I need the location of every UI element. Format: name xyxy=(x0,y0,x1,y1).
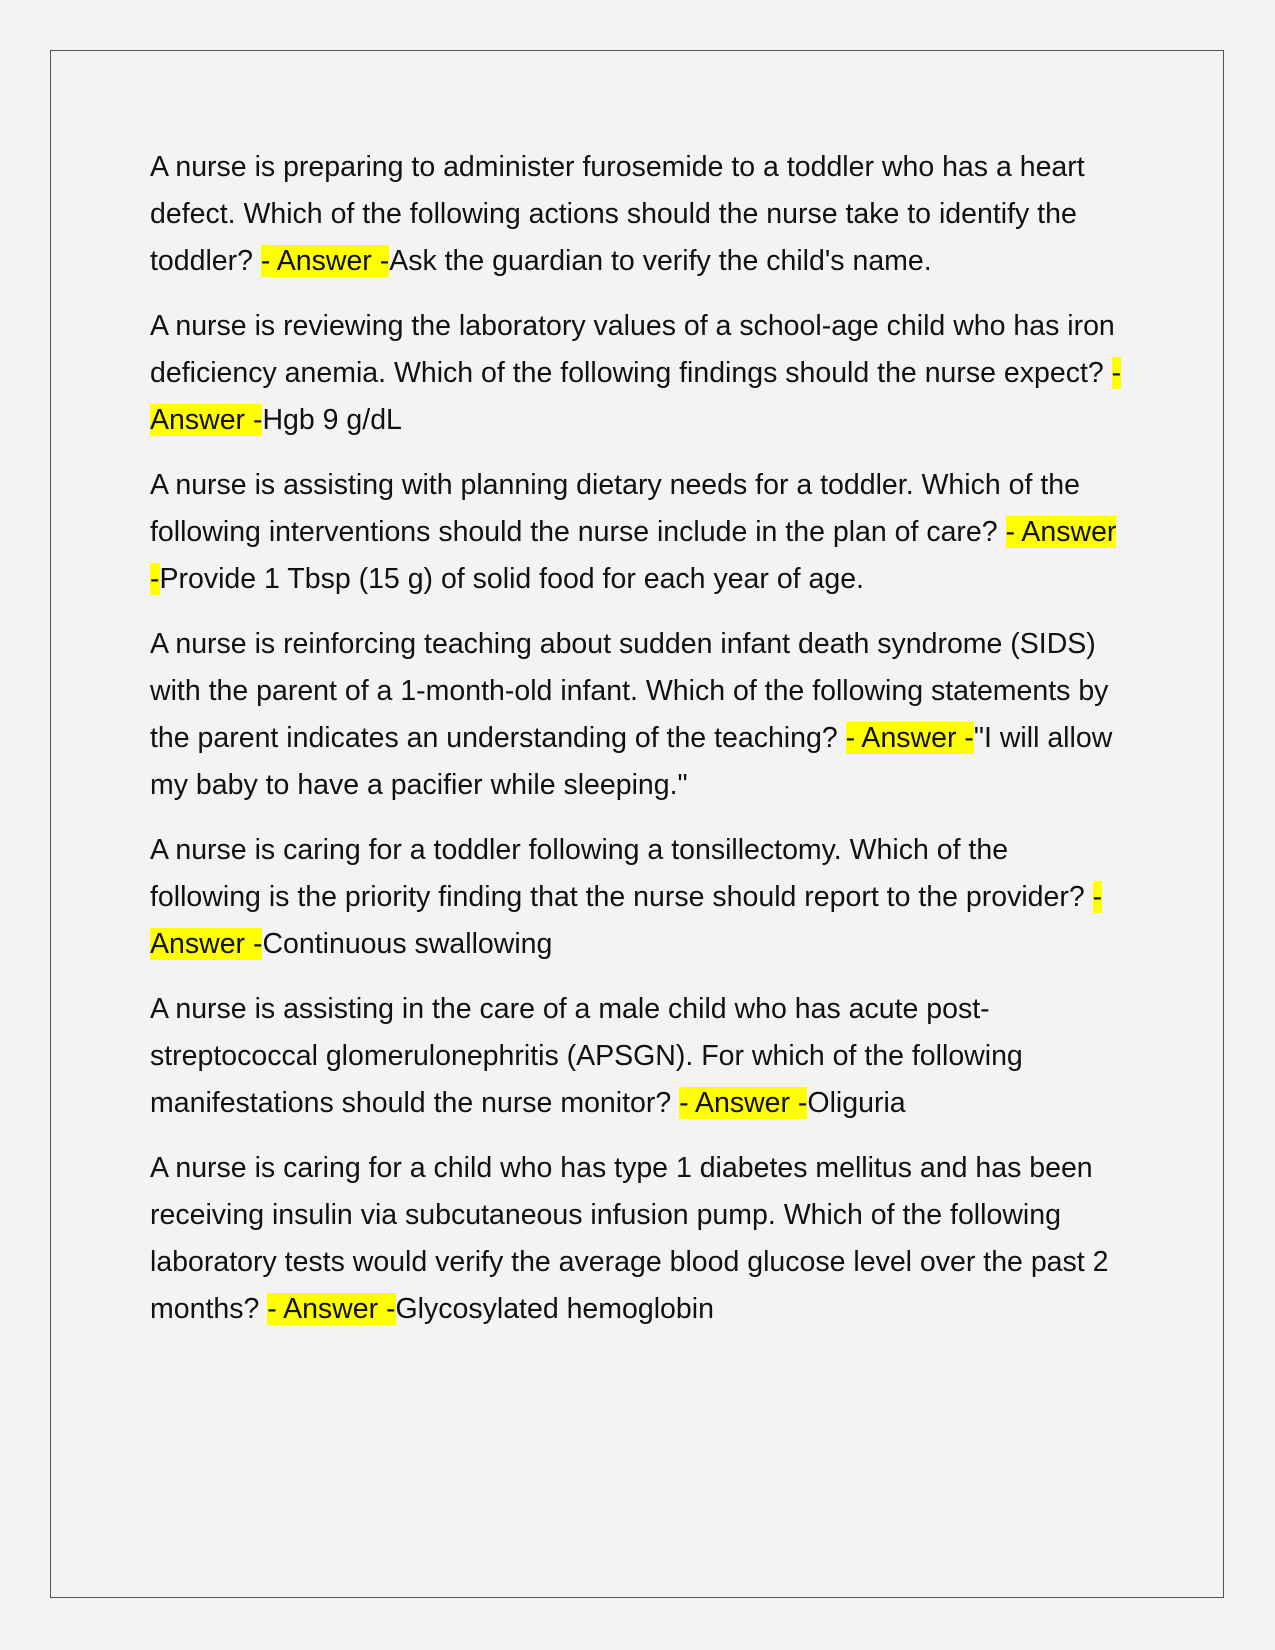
question-text: A nurse is assisting with planning dietary needs for a toddler. Which of the following interventions should the nurse include in the plan of care? xyxy=(150,469,1080,548)
qa-item-3 xyxy=(150,462,1125,603)
answer-highlight: - Answer - xyxy=(150,516,1117,595)
answer-highlight: - Answer - xyxy=(260,245,390,277)
answer-text: Oliguria xyxy=(807,1087,906,1119)
qa-item-6 xyxy=(150,986,1125,1127)
question-text: A nurse is reinforcing teaching about sudden infant death syndrome (SIDS) with the parent of a 1-month-old infant. Which of the following statements by the parent indicates an understanding of the teaching? xyxy=(150,628,1109,754)
question-text: A nurse is reviewing the laboratory values of a school-age child who has iron deficiency anemia. Which of the following findings should the nurse expect? xyxy=(150,310,1115,389)
document-body xyxy=(150,144,1125,1351)
answer-highlight: - Answer - xyxy=(150,357,1122,436)
qa-item-7 xyxy=(150,1145,1125,1333)
answer-text: Ask the guardian to verify the child's name. xyxy=(389,245,932,277)
qa-item-1 xyxy=(150,144,1125,285)
question-text: A nurse is preparing to administer furosemide to a toddler who has a heart defect. Which of the following actions should the nurse take to identify the toddler? xyxy=(150,151,1085,277)
qa-item-5 xyxy=(150,827,1125,968)
answer-text: Glycosylated hemoglobin xyxy=(395,1293,714,1325)
question-text: A nurse is assisting in the care of a male child who has acute post-streptococcal glomerulonephritis (APSGN). For which of the following manifestations should the nurse monitor? xyxy=(150,993,1023,1119)
qa-item-4 xyxy=(150,621,1125,809)
answer-highlight: - Answer - xyxy=(267,1293,396,1325)
answer-highlight: - Answer - xyxy=(679,1087,808,1119)
question-text: A nurse is caring for a child who has type 1 diabetes mellitus and has been receiving insulin via subcutaneous infusion pump. Which of the following laboratory tests would verify the average blood glucose level over the past 2 months? xyxy=(150,1152,1109,1325)
answer-text: Continuous swallowing xyxy=(262,928,553,960)
answer-text: Hgb 9 g/dL xyxy=(262,404,402,436)
answer-highlight: - Answer - xyxy=(150,881,1103,960)
answer-highlight: - Answer - xyxy=(845,722,974,754)
answer-text: Provide 1 Tbsp (15 g) of solid food for each year of age. xyxy=(159,563,864,595)
qa-item-2 xyxy=(150,303,1125,444)
answer-text: "I will allow my baby to have a pacifier while sleeping." xyxy=(150,722,1113,801)
question-text: A nurse is caring for a toddler following a tonsillectomy. Which of the following is the priority finding that the nurse should report to the provider? xyxy=(150,834,1093,913)
